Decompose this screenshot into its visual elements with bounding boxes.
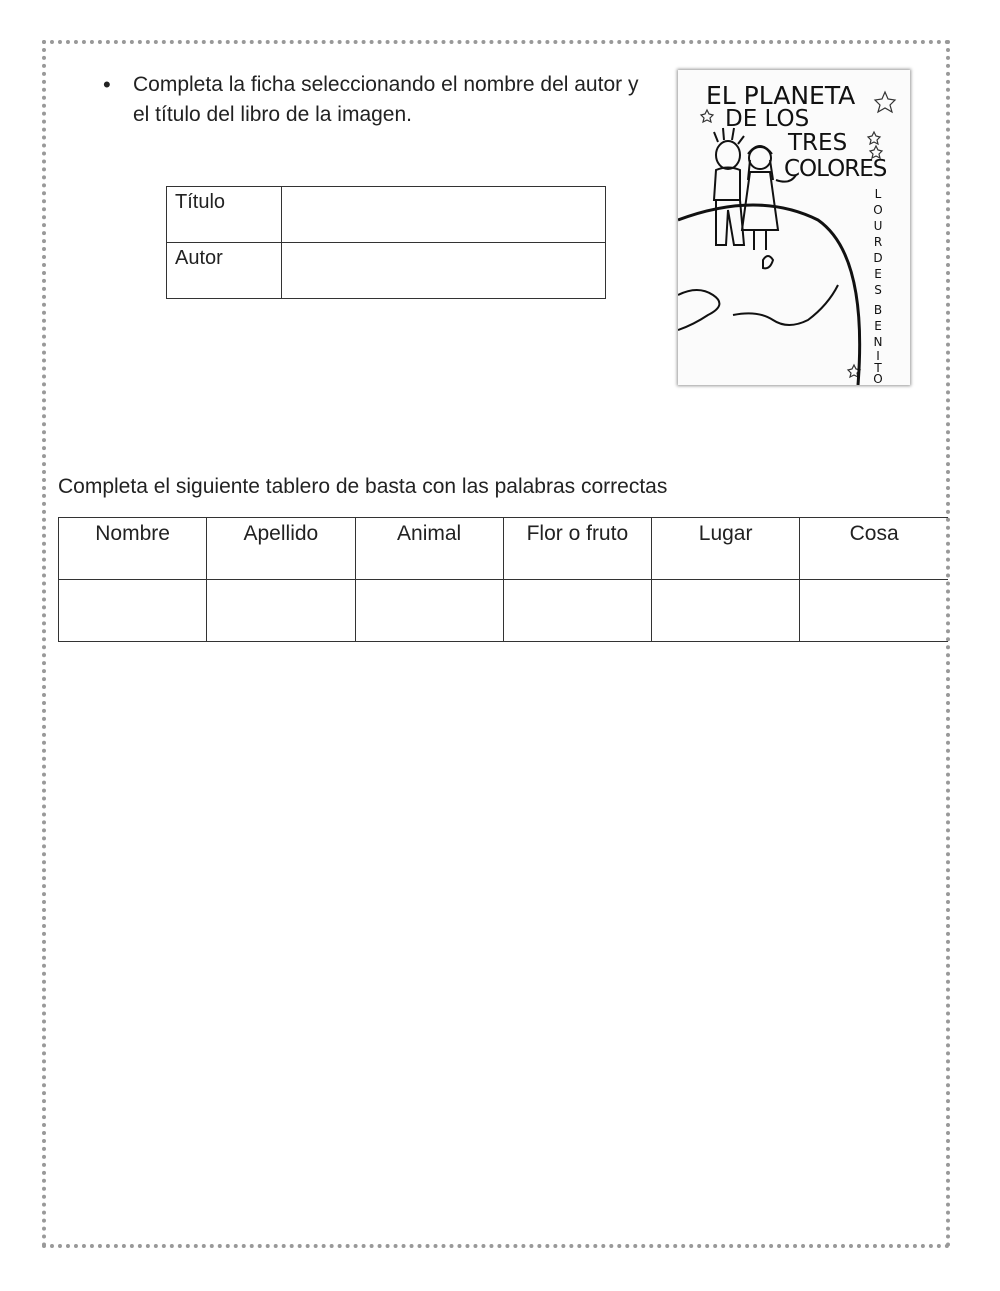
ficha-answer-titulo[interactable] <box>282 187 606 243</box>
author-letter: O <box>873 372 883 385</box>
author-letter: I <box>876 349 880 363</box>
basta-header-animal: Animal <box>355 518 503 580</box>
author-letter: T <box>874 361 882 375</box>
basta-header-row <box>59 518 949 580</box>
basta-header-lugar: Lugar <box>652 518 800 580</box>
bullet: • <box>103 72 111 97</box>
basta-answer-row <box>59 580 949 642</box>
author-letter: D <box>873 251 883 265</box>
basta-answer-animal[interactable] <box>355 580 503 642</box>
basta-title: Completa el siguiente tablero de basta con las palabras correctas <box>58 475 668 498</box>
basta-header-nombre: Nombre <box>59 518 207 580</box>
author-letter: N <box>873 335 883 349</box>
author-letter: O <box>873 203 883 217</box>
basta-header-apellido: Apellido <box>207 518 355 580</box>
basta-table <box>58 517 948 642</box>
basta-header-cosa: Cosa <box>800 518 948 580</box>
basta-header-flor-fruto: Flor o fruto <box>503 518 651 580</box>
basta-answer-nombre[interactable] <box>59 580 207 642</box>
author-letter: E <box>874 319 882 333</box>
instruction-text: Completa la ficha seleccionando el nombre del autor y el título del libro de la imagen. <box>133 73 639 126</box>
author-letter: R <box>873 235 883 249</box>
basta-answer-cosa[interactable] <box>800 580 948 642</box>
ficha-label-titulo: Título <box>167 187 282 243</box>
book-cover-illustration <box>678 70 910 385</box>
basta-answer-lugar[interactable] <box>652 580 800 642</box>
author-letter: S <box>874 283 882 297</box>
cover-title-line-1: EL PLANETA <box>706 81 856 110</box>
author-letter: E <box>874 267 882 281</box>
basta-answer-apellido[interactable] <box>207 580 355 642</box>
basta-answer-flor-fruto[interactable] <box>503 580 651 642</box>
instruction <box>103 70 643 130</box>
author-letter: B <box>873 303 883 317</box>
ficha-row-titulo <box>167 187 606 243</box>
cover-title-line-2: DE LOS <box>725 106 810 132</box>
book-cover-image <box>678 70 910 385</box>
ficha-table <box>166 186 606 299</box>
ficha-row-autor <box>167 243 606 299</box>
ficha-label-autor: Autor <box>167 243 282 299</box>
cover-title-line-3: TRES <box>788 130 848 156</box>
author-letter: U <box>873 219 883 233</box>
ficha-answer-autor[interactable] <box>282 243 606 299</box>
author-letter: L <box>874 187 882 201</box>
cover-title-line-4: COLORES <box>784 156 887 182</box>
